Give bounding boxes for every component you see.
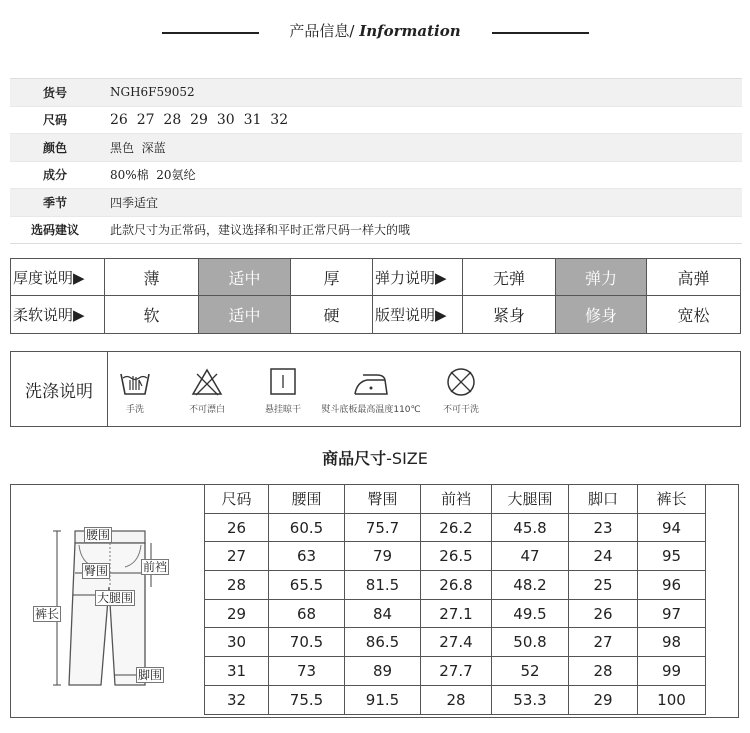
table-cell: 84 [345,599,421,628]
table-header-cell: 前裆 [421,485,492,514]
attr-option: 弹力 [556,259,647,296]
attr-option: 紧身 [463,296,556,333]
attr-label-softness: 柔软说明▶ [11,296,105,333]
info-row [10,107,742,135]
table-cell: 29 [569,685,638,714]
info-label: 成分 [42,168,67,183]
wash-item [111,366,159,415]
table-cell: 89 [345,657,421,686]
table-header-cell: 臀围 [345,485,421,514]
table-cell: 81.5 [345,571,421,600]
iron-icon [351,366,391,398]
attr-option: 厚 [291,259,373,296]
wash-instructions [10,351,741,427]
table-cell: 94 [638,513,706,542]
product-info-table [10,78,742,244]
table-row [205,657,706,686]
size-title-cn: 商品尺寸 [322,449,387,468]
info-label: 货号 [42,85,67,100]
attr-option: 硬 [291,296,373,333]
table-cell: 28 [569,657,638,686]
table-header-cell: 大腿围 [492,485,569,514]
attr-option: 修身 [556,296,647,333]
attr-option: 适中 [199,296,291,333]
table-cell: 25 [569,571,638,600]
table-cell: 79 [345,542,421,571]
table-cell: 27.4 [421,628,492,657]
info-row [10,79,742,107]
wash-label: 悬挂晾干 [264,405,301,415]
info-label: 尺码 [42,113,67,128]
table-cell: 27.1 [421,599,492,628]
table-cell: 27 [205,542,269,571]
wash-label: 手洗 [125,405,144,415]
table-cell: 73 [269,657,345,686]
attr-label-fit: 版型说明▶ [373,296,463,333]
attribute-grid [10,258,741,334]
info-label: 选码建议 [30,223,79,238]
diagram-label-thigh: 大腿围 [97,591,134,605]
table-row [205,571,706,600]
info-row [10,162,742,190]
no-bleach-icon [190,366,224,398]
table-cell: 96 [638,571,706,600]
table-cell: 30 [205,628,269,657]
table-row [205,513,706,542]
info-value: 26 27 28 29 30 31 32 [110,111,289,128]
table-cell: 75.7 [345,513,421,542]
wash-item [433,366,489,415]
diagram-label-rise: 前裆 [143,560,168,574]
table-cell: 63 [269,542,345,571]
title-cn: 产品信息/ [289,22,355,40]
wash-item [179,366,235,415]
table-header-row [205,485,706,514]
diagram-label-waist: 腰围 [86,528,111,542]
table-cell: 100 [638,685,706,714]
wash-label: 不可干洗 [442,405,479,415]
diagram-label-hem: 脚围 [138,668,163,682]
info-value: NGH6F59052 [110,85,195,100]
attr-option: 无弹 [463,259,556,296]
table-cell: 68 [269,599,345,628]
title-en: Information [359,22,461,40]
wash-title: 洗涤说明 [11,352,108,426]
wash-item [255,366,311,415]
table-header-cell: 腰围 [269,485,345,514]
table-cell: 23 [569,513,638,542]
info-row [10,217,742,244]
info-value: 黑色 深蓝 [110,140,166,155]
table-cell: 52 [492,657,569,686]
table-cell: 32 [205,685,269,714]
table-cell: 45.8 [492,513,569,542]
table-cell: 48.2 [492,571,569,600]
table-cell: 28 [421,685,492,714]
wash-item [311,366,431,415]
info-value: 80%棉 20氨纶 [110,168,196,183]
table-cell: 31 [205,657,269,686]
table-cell: 53.3 [492,685,569,714]
table-cell: 91.5 [345,685,421,714]
attr-option: 宽松 [677,306,710,325]
diagram-label-length: 裤长 [35,607,60,621]
table-cell: 99 [638,657,706,686]
table-cell: 95 [638,542,706,571]
attr-option: 高弹 [647,259,740,296]
table-cell: 24 [569,542,638,571]
diagram-label-hip: 臀围 [84,564,109,578]
table-cell: 47 [492,542,569,571]
table-cell: 60.5 [269,513,345,542]
table-header-cell: 尺码 [205,485,269,514]
wash-label: 熨斗底板最高温度110℃ [321,405,421,415]
table-cell: 98 [638,628,706,657]
attr-option: 软 [105,296,199,333]
info-row [10,189,742,217]
table-cell: 27 [569,628,638,657]
info-value: 此款尺寸为正常码，建议选择和平时正常尺码一样大的哦 [110,223,411,238]
info-label: 颜色 [42,140,67,155]
table-row [205,628,706,657]
table-cell: 75.5 [269,685,345,714]
info-row [10,134,742,162]
table-row [205,685,706,714]
table-cell: 26.5 [421,542,492,571]
no-dry-clean-icon [444,366,478,398]
table-row [205,542,706,571]
size-title-en: -SIZE [386,449,428,468]
info-label: 季节 [42,195,67,210]
table-cell: 26 [569,599,638,628]
attr-label-thickness: 厚度说明▶ [11,259,105,296]
table-cell: 26 [205,513,269,542]
hand-wash-icon [118,366,152,398]
table-header-cell: 脚口 [569,485,638,514]
attr-option: 薄 [105,259,199,296]
table-cell: 65.5 [269,571,345,600]
attr-option: 适中 [199,259,291,296]
table-header-cell: 裤长 [638,485,706,514]
table-cell: 26.2 [421,513,492,542]
wash-label: 不可漂白 [188,405,225,415]
table-row [205,599,706,628]
table-cell: 50.8 [492,628,569,657]
section-title-size [0,446,750,469]
table-cell: 28 [205,571,269,600]
table-cell: 29 [205,599,269,628]
table-cell: 86.5 [345,628,421,657]
table-cell: 97 [638,599,706,628]
size-table [204,484,706,715]
table-cell: 26.8 [421,571,492,600]
section-title-info [0,20,750,41]
table-cell: 49.5 [492,599,569,628]
attr-label-elasticity: 弹力说明▶ [373,259,463,296]
table-cell: 70.5 [269,628,345,657]
info-value: 四季适宜 [110,195,159,210]
hang-dry-icon [266,366,300,398]
table-cell: 27.7 [421,657,492,686]
